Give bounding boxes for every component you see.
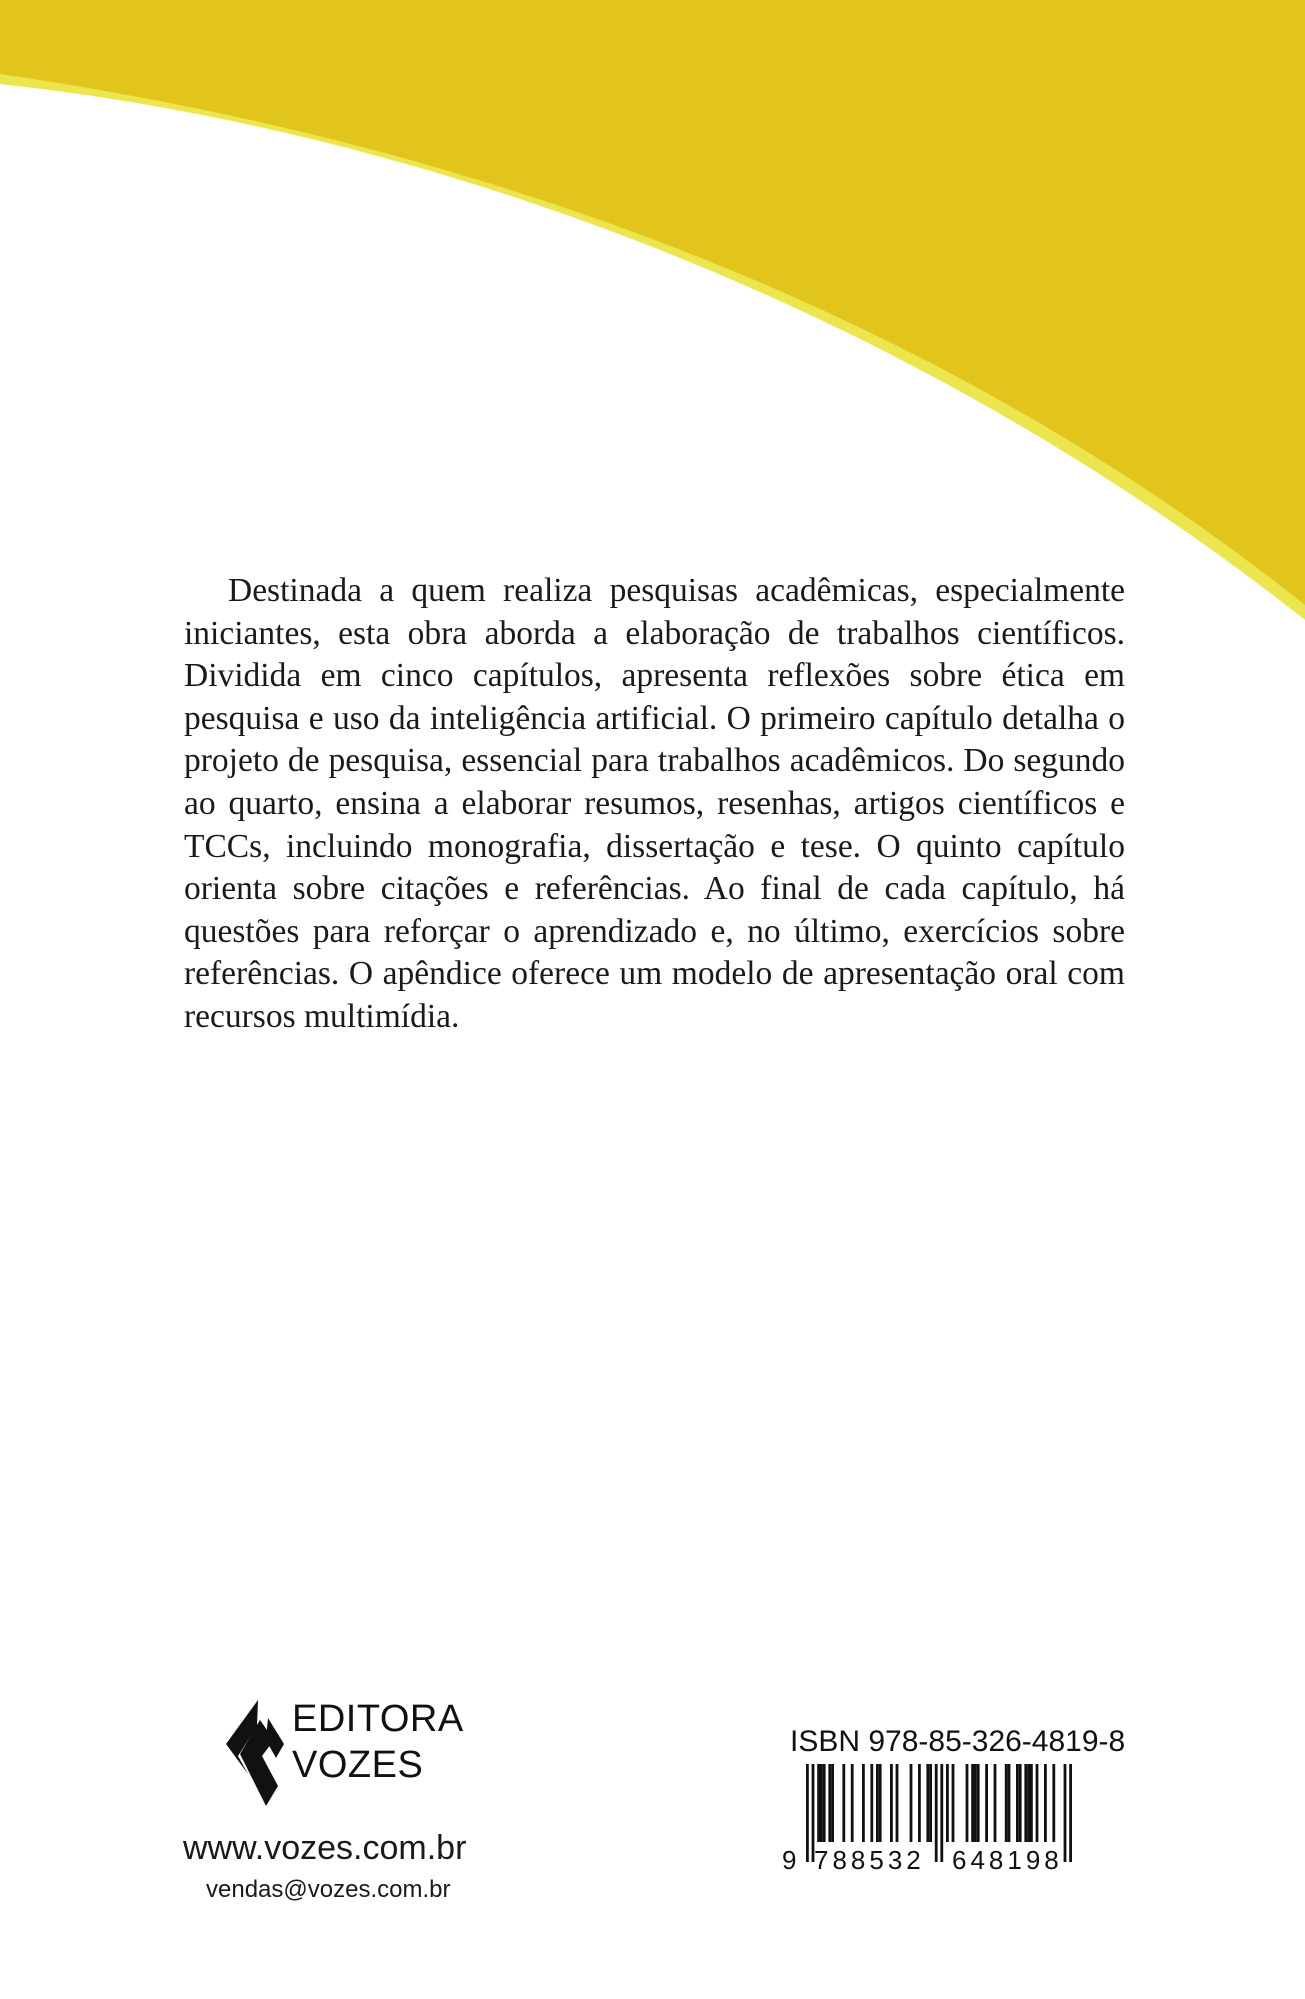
barcode-bar [1008,1764,1011,1842]
barcode-bar [1036,1764,1039,1842]
publisher-name-line2: VOZES [292,1744,424,1786]
barcode-bar [1052,1764,1055,1842]
yellow-swoosh-decoration [0,0,1305,620]
isbn-label: ISBN 978-85-326-4819-8 [790,1725,1126,1758]
barcode-guard-bar [1064,1764,1067,1862]
isbn-barcode-block [780,1724,1126,1874]
barcode-bar [929,1764,932,1842]
barcode-guard-bar [806,1764,809,1862]
barcode-bar [842,1764,845,1842]
barcode-bar [918,1764,921,1842]
publisher-name [292,1696,464,1788]
barcode-bar [1019,1764,1022,1842]
barcode-bar [1016,1764,1019,1842]
barcode-bar [971,1764,974,1842]
ean13-barcode [780,1764,1100,1874]
back-cover-blurb: Destinada a quem realiza pesquisas acadêmicas, especialmente iniciantes, esta obra aborda a elaboração de trabalhos científicos. Dividida em cinco capítulos, apresenta reflexões sobre ética em pesquisa e uso da inteligência artificial. O primeiro capítulo detalha o projeto de pesquisa, essencial para trabalhos acadêmicos. Do segundo ao quarto, ensina a elaborar resumos, resenhas, artigos científicos e TCCs, incluindo monografia, dissertação e tese. O quinto capítulo orienta sobre citações e referências. Ao final de cada capítulo, há questões para reforçar o aprendizado e, no último, exercícios sobre referências. O apêndice oferece um modelo de apresentação oral com recursos multimídia. [184,572,1125,1035]
barcode-bar [879,1764,882,1842]
barcode-bar [1027,1764,1030,1842]
barcode-bar [974,1764,977,1842]
barcode-bar [1030,1764,1033,1842]
barcode-digit-first: 9 [782,1845,797,1874]
publisher-website[interactable]: www.vozes.com.br [183,1829,467,1867]
barcode-bar [985,1764,988,1842]
barcode-digits-left: 788532 [814,1845,925,1874]
barcode-bar [870,1764,873,1842]
barcode-bar [823,1764,826,1842]
barcode-bar [952,1764,955,1842]
barcode-bar [876,1764,879,1842]
barcode-bar [1024,1764,1027,1842]
barcode-bar [862,1764,865,1842]
barcode-guard-bar [940,1764,943,1862]
vozes-logo-icon [226,1700,284,1806]
barcode-bar [977,1764,980,1842]
barcode-bar [946,1764,949,1842]
barcode-bar [966,1764,969,1842]
barcode-bar [910,1764,913,1842]
barcode-bar [1044,1764,1047,1842]
barcode-bar [994,1764,997,1842]
publisher-name-line1: EDITORA [292,1698,464,1740]
publisher-email[interactable]: vendas@vozes.com.br [206,1876,451,1903]
barcode-bar [926,1764,929,1842]
barcode-bar [831,1764,834,1842]
barcode-digits-right: 648198 [952,1845,1063,1874]
barcode-bar [828,1764,831,1842]
barcode-bar [896,1764,899,1842]
barcode-bar [890,1764,893,1842]
barcode-bar [820,1764,823,1842]
barcode-bar [1005,1764,1008,1842]
barcode-guard-bar [935,1764,938,1862]
barcode-bar [851,1764,854,1842]
barcode-bar [817,1764,820,1842]
publisher-logo [226,1696,466,1806]
barcode-guard-bar [1069,1764,1072,1862]
